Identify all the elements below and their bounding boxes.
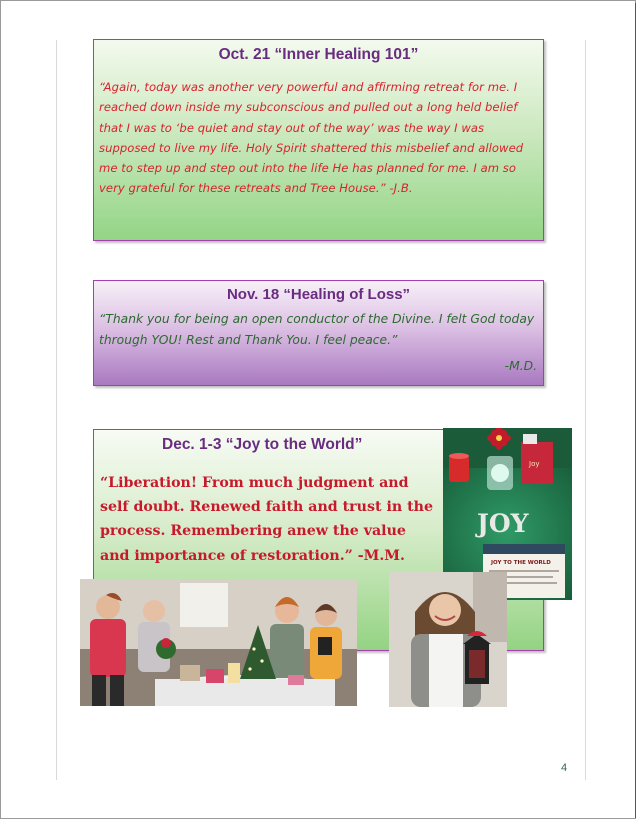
photo-group [80,579,357,706]
joy-letters: JOY [477,509,529,538]
testimonial-title-nov: Nov. 18 “Healing of Loss” [226,286,411,303]
woman-illustration [389,572,507,707]
testimonial-box-oct [93,39,544,241]
testimonial-title-dec: Dec. 1-3 “Joy to the World” [162,436,363,453]
margin-line-left [56,40,57,780]
testimonial-title-oct: Oct. 21 “Inner Healing 101” [218,46,419,63]
testimonial-signature-nov: -M.D. [504,359,537,373]
testimonial-box-nov [93,280,544,386]
flyer-title: JOY TO THE WORLD [491,560,551,566]
page-number: 4 [561,762,568,774]
photo-woman-lantern [389,572,507,707]
margin-line-right [585,40,586,780]
testimonial-quote-nov: “Thank you for being an open conductor of the Divine. I felt God today through YOU! Rest and Thank You. I feel peace.” [99,312,535,347]
testimonial-quote-oct: “Again, today was another very powerful and affirming retreat for me. I reached down inside my subconscious and pulled out a long held belief that I was to ‘be quiet and stay out of the way’ was the way I was supposed to live my life. Holy Spirit shattered this misbelief and allowed me to step up and step out into the life He has planned for me. I am so very grateful for these retreats and Tree House.” -J.B. [99,80,524,196]
tissue-label: Joy [529,460,540,468]
testimonial-quote-dec: “Liberation! From much judgment and self doubt. Renewed faith and trust in the process. Remembering anew the value and importance of restoration.” -M.M. [100,475,433,564]
group-illustration [80,579,357,706]
